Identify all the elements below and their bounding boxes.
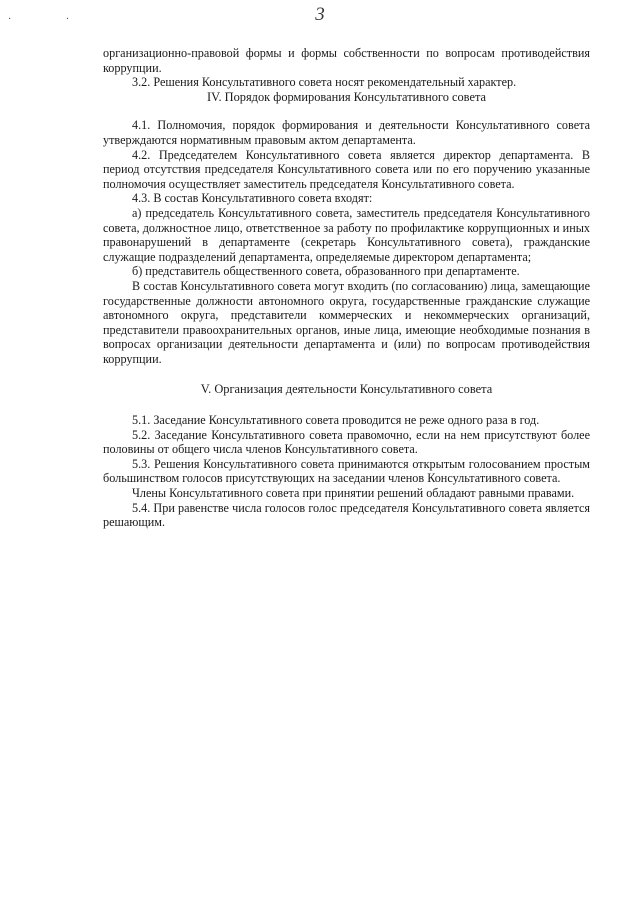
paragraph-4-2: 4.2. Председателем Консультативного совета является директор департамента. В период отсутствия председателя Консультативного совета или по его поручению указанные полномочия осуществляет заместитель председателя Консультативного совета. xyxy=(103,147,590,191)
paragraph-5-3: 5.3. Решения Консультативного совета принимаются открытым голосованием простым большинством голосов присутствующих на заседании членов Консультативного совета. xyxy=(103,456,590,486)
paragraph-5-4: 5.4. При равенстве числа голосов голос председателя Консультативного совета является решающим. xyxy=(103,500,590,530)
paragraph-4-3-b: б) представитель общественного совета, образованного при департаменте. xyxy=(132,264,520,279)
paragraph-4-1: 4.1. Полномочия, порядок формирования и деятельности Консультативного совета утверждаются нормативным правовым актом департамента. xyxy=(103,118,590,147)
paragraph-4-3: 4.3. В состав Консультативного совета входят: xyxy=(132,191,373,206)
section-heading-iv: IV. Порядок формирования Консультативного совета xyxy=(206,89,487,104)
paragraph-equal-rights: Члены Консультативного совета при принятии решений обладают равными правами. xyxy=(132,486,575,501)
page-number: 3 xyxy=(315,4,325,25)
paragraph-continuation: организационно-правовой формы и формы собственности по вопросам противодействия коррупции. xyxy=(103,46,590,75)
paragraph-3-2: 3.2. Решения Консультативного совета носят рекомендательный характер. xyxy=(132,75,517,90)
spacer xyxy=(103,366,590,382)
section-heading-v: V. Организация деятельности Консультативного совета xyxy=(200,382,493,397)
document-body xyxy=(103,46,590,530)
paragraph-4-3-a: а) председатель Консультативного совета, заместитель председателя Консультативного совета, должностное лицо, ответственное за работу по профилактике коррупционных и иных правонарушений в департаменте (секретарь Консультативного совета), гражданские служащие подразделений департамента, определяемые директором департамента; xyxy=(103,205,590,264)
spacer xyxy=(103,104,590,118)
spacer xyxy=(103,397,590,413)
paragraph-5-1: 5.1. Заседание Консультативного совета проводится не реже одного раза в год. xyxy=(132,413,540,428)
scan-specks: · · xyxy=(8,14,96,25)
paragraph-5-2: 5.2. Заседание Консультативного совета правомочно, если на нем присутствуют более половины от общего числа членов Консультативного совета. xyxy=(103,427,590,457)
paragraph-composition: В состав Консультативного совета могут входить (по согласованию) лица, замещающие государственные должности автономного округа, государственные гражданские служащие автономного округа, представители коммерческих и некоммерческих организаций, представители правоохранительных органов, иные лица, имеющие необходимые познания в вопросах организации деятельности департамента и (или) по вопросам противодействия коррупции. xyxy=(103,278,590,366)
